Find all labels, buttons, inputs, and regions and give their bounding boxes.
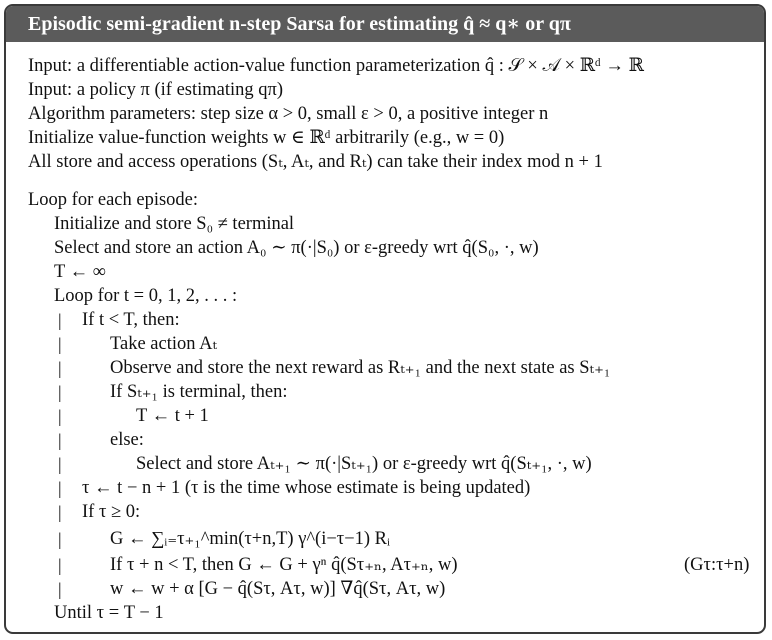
loop-bar: | <box>58 478 62 498</box>
preamble-line: All store and access operations (Sₜ, Aₜ, and Rₜ) can take their index mod n + 1 <box>28 152 603 172</box>
observe-line: Observe and store the next reward as Rₜ₊₁ and the next state as Sₜ₊₁ <box>110 358 611 378</box>
take-action-line: Take action Aₜ <box>110 334 218 354</box>
if-tau-line: If τ ≥ 0: <box>82 502 141 522</box>
loop-bar: | <box>58 454 62 474</box>
algorithm-box <box>4 4 766 634</box>
select-action-line: Select and store an action A₀ ∼ π(·|S₀) or ε-greedy wrt q̂(S₀, ·, w) <box>54 238 539 258</box>
preamble-line: Input: a differentiable action-value function parameterization q̂ : 𝒮 × 𝒜 × ℝᵈ → ℝ <box>28 56 644 76</box>
else-line: else: <box>110 430 144 450</box>
w-update-line: w ← w + α [G − q̂(Sτ, Aτ, w)] ∇q̂(Sτ, Aτ, w) <box>110 579 446 599</box>
algorithm-title: Episodic semi-gradient n-step Sarsa for estimating q̂ ≈ q∗ or qπ <box>6 6 764 42</box>
loop-bar: | <box>58 406 62 426</box>
loop-bar: | <box>58 310 62 330</box>
preamble-line: Initialize value-function weights w ∈ ℝᵈ arbitrarily (e.g., w = 0) <box>28 128 505 148</box>
loop-t-line: Loop for t = 0, 1, 2, . . . : <box>54 286 238 306</box>
loop-bar: | <box>58 334 62 354</box>
G-update-line: If τ + n < T, then G ← G + γⁿ q̂(Sτ₊ₙ, Aτ₊ₙ, w) <box>110 555 458 575</box>
t-infinity-line: T ← ∞ <box>54 262 106 282</box>
loop-bar: | <box>58 358 62 378</box>
tau-line: τ ← t − n + 1 (τ is the time whose estimate is being updated) <box>82 478 531 498</box>
init-line: Initialize and store S₀ ≠ terminal <box>54 214 295 234</box>
G-label: (Gτ:τ+n) <box>684 555 750 575</box>
G-sum-line: G ← ∑ᵢ₌τ₊₁^min(τ+n,T) γ^(i−τ−1) Rᵢ <box>110 529 391 549</box>
select-next-line: Select and store Aₜ₊₁ ∼ π(·|Sₜ₊₁) or ε-greedy wrt q̂(Sₜ₊₁, ·, w) <box>136 454 592 474</box>
preamble-line: Algorithm parameters: step size α > 0, small ε > 0, a positive integer n <box>28 104 549 124</box>
set-T-line: T ← t + 1 <box>136 406 209 426</box>
preamble-line: Input: a policy π (if estimating qπ) <box>28 80 284 100</box>
until-line: Until τ = T − 1 <box>54 603 164 623</box>
loop-bar: | <box>58 382 62 402</box>
loop-bar: | <box>58 430 62 450</box>
if-terminal-line: If Sₜ₊₁ is terminal, then: <box>110 382 288 402</box>
loop-episode-line: Loop for each episode: <box>28 190 199 210</box>
loop-bar: | <box>58 529 62 549</box>
loop-bar: | <box>58 555 62 575</box>
loop-bar: | <box>58 579 62 599</box>
loop-bar: | <box>58 502 62 522</box>
if-t-line: If t < T, then: <box>82 310 180 330</box>
